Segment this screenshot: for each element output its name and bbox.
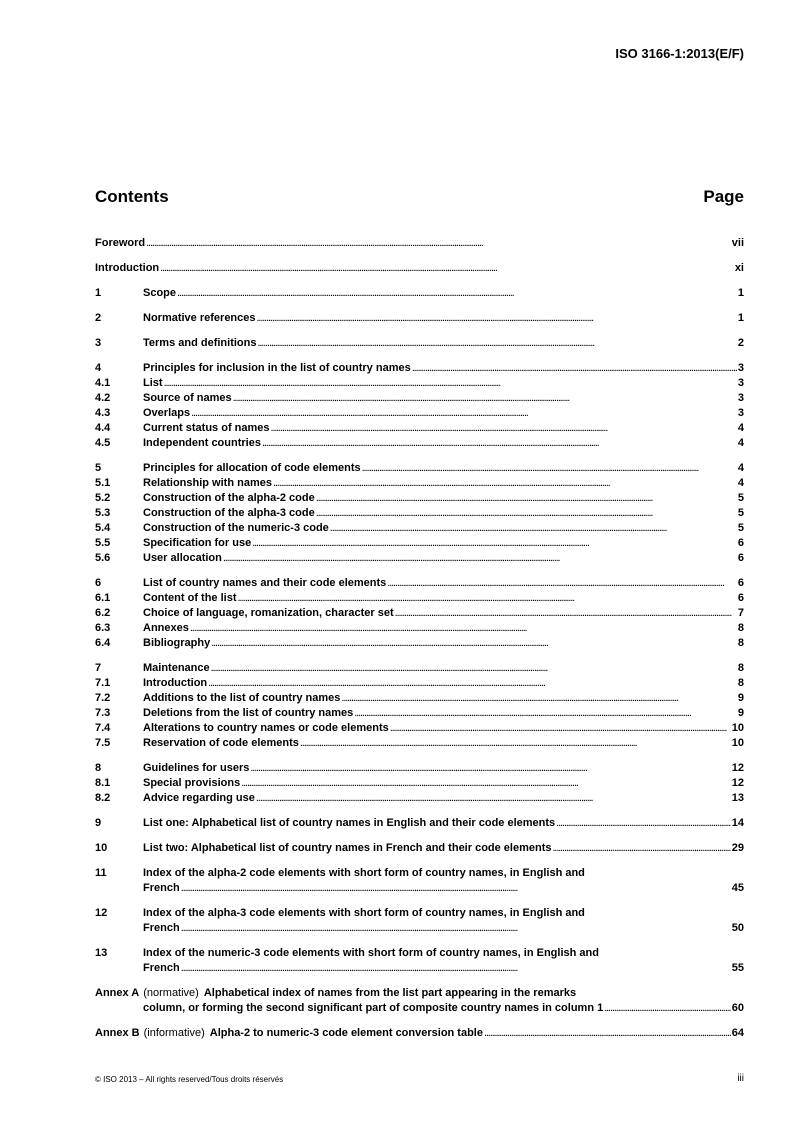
section-number: 10 — [95, 842, 108, 854]
section-title: Reservation of code elements — [143, 737, 299, 749]
dot-leader — [273, 476, 737, 491]
annex-kind: (normative) — [143, 987, 199, 999]
section-number: 4 — [95, 362, 102, 374]
dot-leader — [387, 576, 737, 591]
toc-entry[interactable] — [95, 791, 744, 806]
dot-leader — [191, 406, 737, 421]
page-ref: 3 — [737, 407, 744, 419]
section-title: Construction of the alpha-3 code — [143, 507, 315, 519]
section-title: Terms and definitions — [143, 337, 257, 349]
section-title-continued: French — [143, 922, 180, 934]
dot-leader — [354, 706, 737, 721]
table-of-contents — [95, 236, 744, 1041]
section-title: Maintenance — [143, 662, 210, 674]
toc-entry[interactable] — [95, 391, 744, 406]
toc-entry[interactable] — [95, 406, 744, 421]
page-ref: 8 — [737, 677, 744, 689]
copyright-notice: © ISO 2013 – All rights reserved/Tous droits réservés — [95, 1075, 284, 1084]
page-ref: 1 — [737, 312, 744, 324]
toc-entry[interactable] — [95, 841, 744, 856]
section-title-continued: French — [143, 882, 180, 894]
annex-title: Alpha-2 to numeric-3 code element conversion table — [209, 1027, 483, 1039]
section-number: 9 — [95, 817, 102, 829]
page-ref: 14 — [731, 817, 744, 829]
page-ref: 4 — [737, 422, 744, 434]
section-number: 8 — [95, 762, 102, 774]
section-number: 11 — [95, 867, 107, 879]
section-title: Index of the alpha-2 code elements with short form of country names, in English and — [143, 867, 585, 879]
section-number: 5 — [95, 462, 102, 474]
toc-entry-line — [95, 961, 744, 976]
toc-entry[interactable] — [95, 261, 744, 276]
dot-leader — [341, 691, 736, 706]
dot-leader — [362, 461, 737, 476]
toc-entry[interactable] — [95, 736, 744, 751]
dot-leader — [233, 391, 737, 406]
dot-leader — [181, 921, 731, 936]
toc-entry-line — [95, 866, 744, 881]
section-number: 13 — [95, 947, 108, 959]
dot-leader — [211, 661, 737, 676]
section-title: Construction of the numeric-3 code — [143, 522, 329, 534]
page-ref: 12 — [731, 762, 744, 774]
toc-entry[interactable] — [95, 286, 744, 301]
section-number: 12 — [95, 907, 108, 919]
page-ref: 64 — [731, 1027, 744, 1039]
dot-leader — [262, 436, 737, 451]
page-number: iii — [737, 1073, 744, 1084]
dot-leader — [553, 841, 731, 856]
section-title: Bibliography — [143, 637, 211, 649]
section-title: List of country names and their code elements — [143, 577, 387, 589]
section-title: Index of the numeric-3 code elements with short form of country names, in English and — [143, 947, 599, 959]
toc-entry[interactable] — [95, 676, 744, 691]
section-number: 4.2 — [95, 392, 111, 404]
dot-leader — [412, 361, 737, 376]
section-title: Current status of names — [143, 422, 270, 434]
section-number: 8.2 — [95, 792, 111, 804]
dot-leader — [190, 621, 737, 636]
toc-entry-line — [95, 906, 744, 921]
page-ref: 6 — [737, 592, 744, 604]
annex-title: Alphabetical index of names from the list part appearing in the remarks — [203, 987, 577, 999]
dot-leader — [223, 551, 737, 566]
section-number: 8.1 — [95, 777, 111, 789]
toc-entry[interactable] — [95, 776, 744, 791]
page-ref: 2 — [737, 337, 744, 349]
dot-leader — [316, 491, 737, 506]
page-ref: 13 — [731, 792, 744, 804]
section-title: List — [143, 377, 163, 389]
page-ref: 29 — [731, 842, 744, 854]
toc-entry[interactable] — [95, 536, 744, 551]
section-title: Introduction — [95, 262, 160, 274]
page-ref: 5 — [737, 522, 744, 534]
section-title: Content of the list — [143, 592, 237, 604]
page-ref: 10 — [731, 737, 744, 749]
section-title: Additions to the list of country names — [143, 692, 341, 704]
toc-entry[interactable] — [95, 866, 744, 896]
dot-leader — [177, 286, 737, 301]
toc-entry-line — [95, 1001, 744, 1016]
section-title: Special provisions — [143, 777, 241, 789]
section-number: 2 — [95, 312, 102, 324]
toc-entry[interactable] — [95, 606, 744, 621]
annex-label: Annex A — [95, 987, 140, 999]
toc-entry[interactable] — [95, 491, 744, 506]
toc-entry-line — [95, 881, 744, 896]
page-ref: 5 — [737, 507, 744, 519]
section-title: Normative references — [143, 312, 256, 324]
dot-leader — [211, 636, 737, 651]
section-title: User allocation — [143, 552, 222, 564]
dot-leader — [556, 816, 731, 831]
dot-leader — [390, 721, 731, 736]
section-title: Scope — [143, 287, 177, 299]
section-title: List two: Alphabetical list of country names in French and their code elements — [143, 842, 552, 854]
page-ref: 12 — [731, 777, 744, 789]
dot-leader — [256, 791, 731, 806]
section-title: Alterations to country names or code elements — [143, 722, 389, 734]
contents-heading: Contents — [95, 187, 169, 206]
page-ref: 8 — [737, 662, 744, 674]
page-ref: 4 — [737, 462, 744, 474]
dot-leader — [316, 506, 737, 521]
toc-entry[interactable] — [95, 336, 744, 351]
section-number: 5.4 — [95, 522, 111, 534]
toc-entry[interactable] — [95, 706, 744, 721]
section-title: Relationship with names — [143, 477, 272, 489]
page-ref: 60 — [731, 1002, 744, 1014]
toc-entry[interactable] — [95, 816, 744, 831]
dot-leader — [146, 236, 731, 251]
toc-entry[interactable] — [95, 621, 744, 636]
section-number: 5.6 — [95, 552, 111, 564]
dot-leader — [330, 521, 737, 536]
toc-entry-line — [95, 946, 744, 961]
section-title: Principles for inclusion in the list of country names — [143, 362, 411, 374]
section-title-continued: French — [143, 962, 180, 974]
section-number: 6.1 — [95, 592, 111, 604]
toc-entry[interactable] — [95, 521, 744, 536]
toc-entry-line — [95, 1026, 744, 1041]
dot-leader — [160, 261, 734, 276]
toc-entry-line — [95, 921, 744, 936]
dot-leader — [164, 376, 737, 391]
section-number: 3 — [95, 337, 102, 349]
annex-kind: (informative) — [143, 1027, 205, 1039]
toc-entry[interactable] — [95, 576, 744, 591]
section-title: Annexes — [143, 622, 189, 634]
section-number: 6.3 — [95, 622, 111, 634]
page-column-heading: Page — [703, 187, 744, 206]
section-number: 4.1 — [95, 377, 111, 389]
toc-entry[interactable] — [95, 551, 744, 566]
section-title: Foreword — [95, 237, 146, 249]
toc-entry[interactable] — [95, 946, 744, 976]
section-title: Guidelines for users — [143, 762, 250, 774]
page-ref: 3 — [737, 362, 744, 374]
page-ref: 10 — [731, 722, 744, 734]
page-ref: 6 — [737, 552, 744, 564]
dot-leader — [395, 606, 737, 621]
section-number: 7 — [95, 662, 102, 674]
toc-entry[interactable] — [95, 761, 744, 776]
page-ref: xi — [734, 262, 744, 274]
page-ref: 3 — [737, 392, 744, 404]
toc-entry[interactable] — [95, 591, 744, 606]
toc-entry[interactable] — [95, 661, 744, 676]
page-ref: 4 — [737, 437, 744, 449]
dot-leader — [252, 536, 737, 551]
section-number: 4.3 — [95, 407, 111, 419]
page-ref: vii — [731, 237, 744, 249]
toc-entry[interactable] — [95, 636, 744, 651]
dot-leader — [257, 336, 736, 351]
section-number: 7.3 — [95, 707, 111, 719]
section-number: 5.1 — [95, 477, 111, 489]
toc-entry[interactable] — [95, 461, 744, 476]
section-title: Index of the alpha-3 code elements with short form of country names, in English and — [143, 907, 585, 919]
section-title: Advice regarding use — [143, 792, 255, 804]
page-ref: 8 — [737, 637, 744, 649]
section-number: 7.2 — [95, 692, 111, 704]
page-ref: 9 — [737, 692, 744, 704]
section-title: List one: Alphabetical list of country names in English and their code elements — [143, 817, 556, 829]
annex-label: Annex B — [95, 1027, 140, 1039]
toc-entry[interactable] — [95, 906, 744, 936]
section-number: 6.4 — [95, 637, 111, 649]
section-number: 4.4 — [95, 422, 111, 434]
toc-entry[interactable] — [95, 436, 744, 451]
toc-entry[interactable] — [95, 361, 744, 376]
section-title: Principles for allocation of code elements — [143, 462, 361, 474]
page-ref: 50 — [731, 922, 744, 934]
section-title: Deletions from the list of country names — [143, 707, 354, 719]
dot-leader — [208, 676, 737, 691]
page-ref: 5 — [737, 492, 744, 504]
toc-entry[interactable] — [95, 311, 744, 326]
dot-leader — [300, 736, 731, 751]
document-id: ISO 3166-1:2013(E/F) — [615, 46, 744, 61]
section-number: 7.4 — [95, 722, 111, 734]
section-number: 1 — [95, 287, 102, 299]
annex-entry[interactable] — [95, 1026, 744, 1041]
toc-entry[interactable] — [95, 421, 744, 436]
section-title: Overlaps — [143, 407, 191, 419]
toc-entry-line — [95, 986, 744, 1001]
page-ref: 4 — [737, 477, 744, 489]
dot-leader — [604, 1001, 731, 1016]
page-ref: 55 — [731, 962, 744, 974]
dot-leader — [238, 591, 737, 606]
page-ref: 8 — [737, 622, 744, 634]
section-title: Introduction — [143, 677, 208, 689]
toc-entry[interactable] — [95, 236, 744, 251]
page-ref: 6 — [737, 577, 744, 589]
section-number: 5.2 — [95, 492, 111, 504]
section-title: Independent countries — [143, 437, 261, 449]
toc-entry[interactable] — [95, 721, 744, 736]
page-ref: 7 — [737, 607, 744, 619]
section-number: 5.5 — [95, 537, 111, 549]
dot-leader — [257, 311, 737, 326]
toc-entry[interactable] — [95, 691, 744, 706]
dot-leader — [250, 761, 730, 776]
dot-leader — [271, 421, 737, 436]
page-ref: 45 — [731, 882, 744, 894]
annex-entry[interactable] — [95, 986, 744, 1016]
section-title: Choice of language, romanization, character set — [143, 607, 394, 619]
page-ref: 6 — [737, 537, 744, 549]
toc-entry[interactable] — [95, 476, 744, 491]
page-ref: 3 — [737, 377, 744, 389]
section-number: 5.3 — [95, 507, 111, 519]
section-title: Specification for use — [143, 537, 252, 549]
section-number: 6 — [95, 577, 102, 589]
toc-entry[interactable] — [95, 376, 744, 391]
dot-leader — [181, 881, 731, 896]
section-number: 4.5 — [95, 437, 111, 449]
dot-leader — [181, 961, 731, 976]
page-ref: 9 — [737, 707, 744, 719]
section-number: 7.1 — [95, 677, 111, 689]
annex-title-continued: column, or forming the second significant part of composite country names in column 1 — [143, 1002, 604, 1014]
dot-leader — [484, 1026, 731, 1041]
section-number: 6.2 — [95, 607, 111, 619]
section-title: Source of names — [143, 392, 232, 404]
page-ref: 1 — [737, 287, 744, 299]
section-title: Construction of the alpha-2 code — [143, 492, 315, 504]
section-number: 7.5 — [95, 737, 111, 749]
toc-entry[interactable] — [95, 506, 744, 521]
dot-leader — [241, 776, 731, 791]
